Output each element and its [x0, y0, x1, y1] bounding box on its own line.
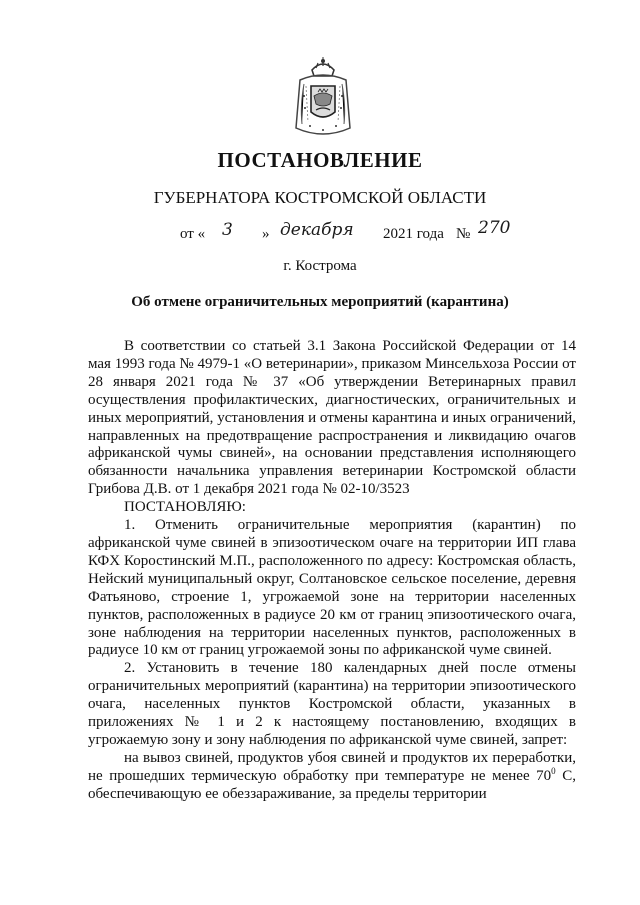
date-quote-close: »: [262, 226, 270, 242]
document-body: [88, 338, 576, 804]
document-city: г. Кострома: [283, 258, 357, 274]
coat-of-arms-emblem: [292, 56, 354, 140]
number-sign: №: [456, 226, 471, 242]
document-title: ПОСТАНОВЛЕНИЕ: [217, 148, 423, 172]
document-heading: Об отмене ограничительных мероприятий (карантина): [131, 294, 509, 310]
document-issuer: ГУБЕРНАТОРА КОСТРОМСКОЙ ОБЛАСТИ: [153, 188, 487, 207]
paragraph-preamble: В соответствии со статьей 3.1 Закона Российской Федерации от 14 мая 1993 года № 4979-1 «О ветеринарии», приказом Минсельхоза России от 28 января 2021 года № 37 «Об утверждении Ветеринарных правил осуществления профилактических, диагностических, ограничительных и иных мероприятий, установления и отмены карантина и иных ограничений, направленных на предотвращение распространения и ликвидацию очагов африканской чумы свиней», на основании представления исполняющего обязанности начальника управления ветеринарии Костромской области Грибова Д.В. от 1 декабря 2021 года № 02-10/3523: [88, 338, 576, 498]
handwritten-month: декабря: [280, 220, 354, 240]
date-number-line: [180, 220, 540, 250]
handwritten-day: 3: [222, 220, 233, 240]
ban-text-part-1: на вывоз свиней, продуктов убоя свиней и продуктов их переработки, не прошедших термическую обработку при температуре не менее 70: [88, 749, 576, 784]
date-prefix: от «: [180, 226, 206, 242]
date-year: 2021 года: [383, 226, 444, 242]
paragraph-clause-2: 2. Установить в течение 180 календарных дней после отмены ограничительных мероприятий (карантина) на территории эпизоотического очага, населенных пунктов Костромской области, указанных в приложениях № 1 и 2 к настоящему постановлению, входящих в угрожаемую зону и зону наблюдения по африканской чуме свиней, запрет:: [88, 660, 576, 748]
handwritten-number: 270: [478, 218, 511, 238]
ban-text-part-2: С, обеспечивающую ее обеззараживание, за пределы территории: [88, 767, 576, 802]
paragraph-resolve: ПОСТАНОВЛЯЮ:: [124, 499, 246, 516]
paragraph-clause-1: 1. Отменить ограничительные мероприятия (карантин) по африканской чуме свиней в эпизоотическом очаге на территории ИП глава КФХ Коростинский М.П., расположенного по адресу: Костромская область, Нейский муниципальный округ, Солтановское сельское поселение, деревня Фатьяново, строение 1, угрожаемой зоне на территории населенных пунктов, расположенных в радиусе 20 км от границ эпизоотического очага, зоне наблюдения на территории населенных пунктов, расположенных в радиусе 10 км от границ угрожаемой зоны по африканской чуме свиней.: [88, 517, 576, 659]
paragraph-ban-item: [88, 750, 576, 804]
degree-superscript: 0: [551, 765, 556, 776]
